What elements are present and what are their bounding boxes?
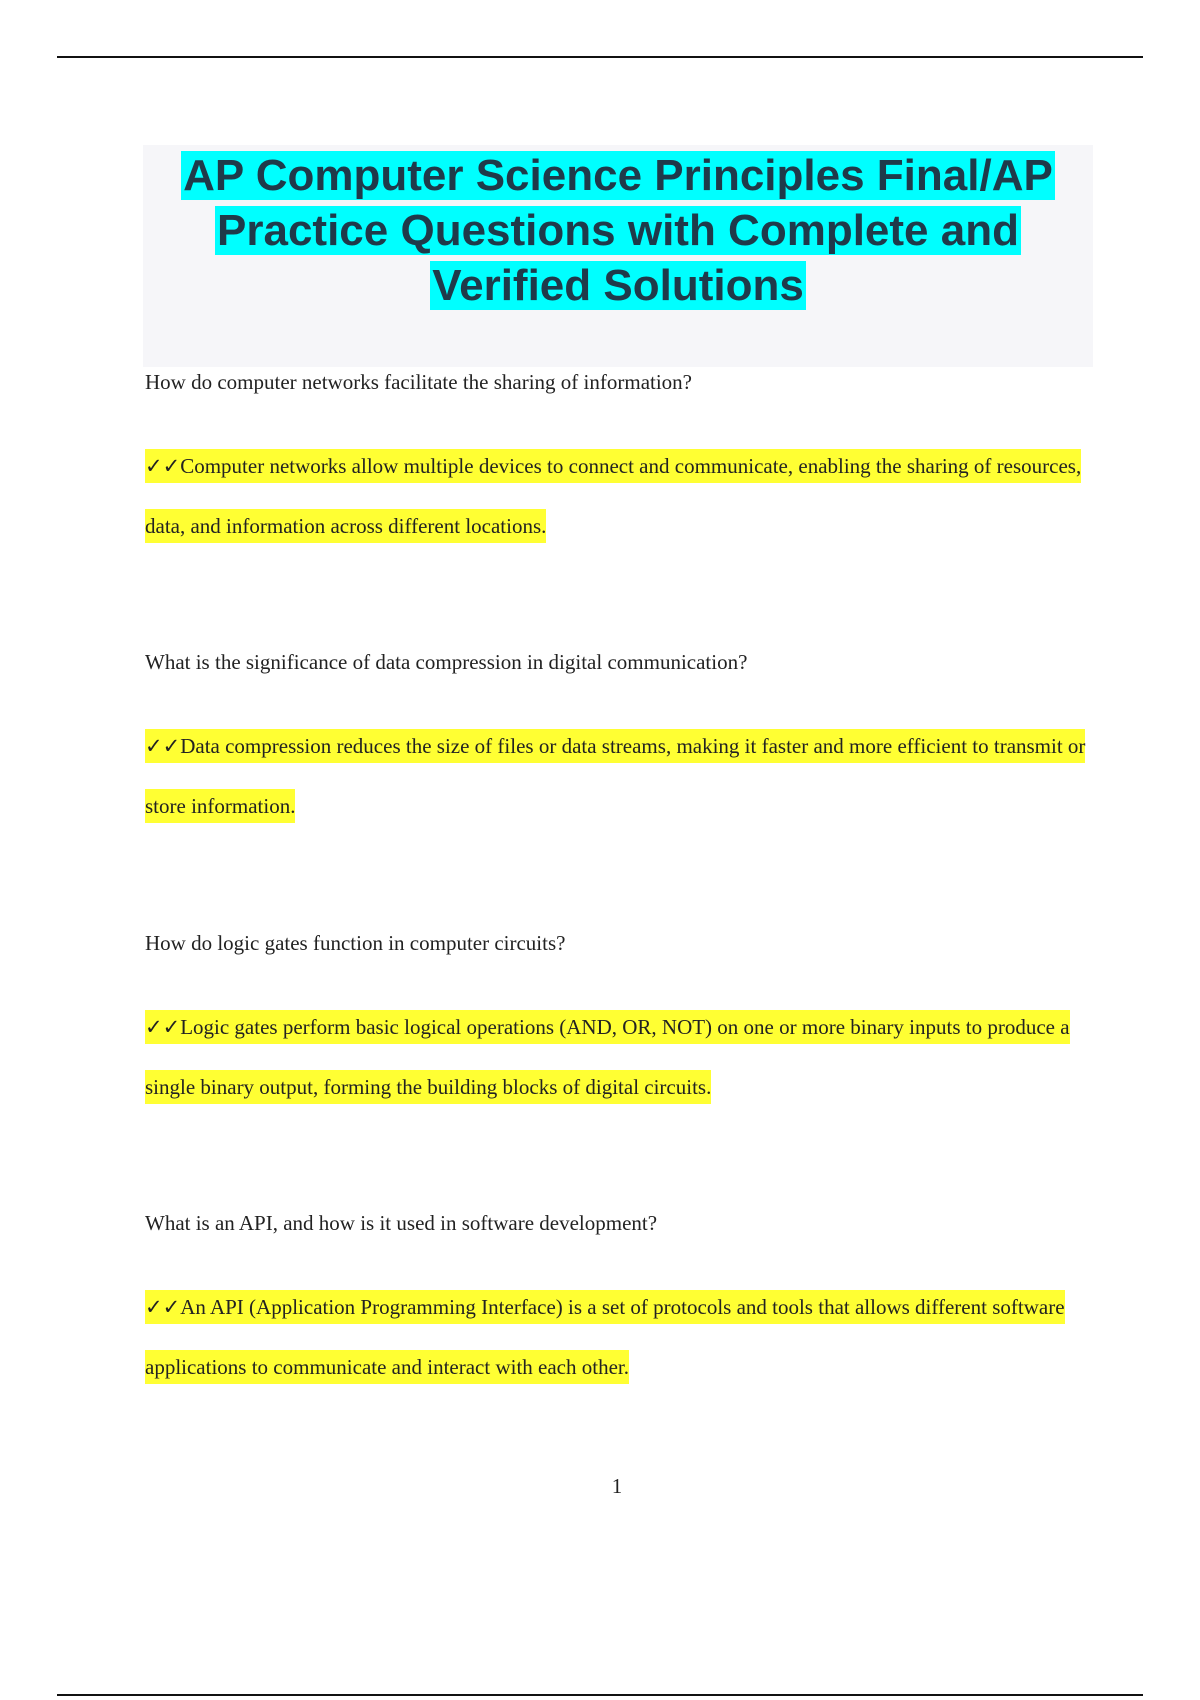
question-3: How do logic gates function in computer circuits? [145, 931, 566, 955]
answer-1-text: Computer networks allow multiple devices to connect and communicate, enabling the sharing of resources, data, and information across different locations. [145, 454, 1082, 538]
checkmark-icon: ✓✓ [145, 1015, 181, 1039]
footer-rule [57, 1694, 1143, 1696]
checkmark-icon: ✓✓ [145, 454, 181, 478]
document-title [143, 148, 1093, 313]
answer-1-highlight [145, 449, 1081, 543]
answer-2-text: Data compression reduces the size of files or data streams, making it faster and more efficient to transmit or store information. [145, 734, 1086, 818]
answer-3-text: Logic gates perform basic logical operations (AND, OR, NOT) on one or more binary inputs to produce a single binary output, forming the building blocks of digital circuits. [145, 1015, 1070, 1099]
checkmark-icon: ✓✓ [145, 1295, 181, 1319]
qa-item-1 [145, 368, 1095, 556]
document-title-text: AP Computer Science Principles Final/AP Practice Questions with Complete and Verified Solutions [183, 151, 1053, 310]
question-2: What is the significance of data compression in digital communication? [145, 650, 748, 674]
answer-2 [145, 716, 1095, 836]
answer-4-text: An API (Application Programming Interface) is a set of protocols and tools that allows different software applications to communicate and interact with each other. [145, 1295, 1065, 1379]
qa-item-2 [145, 648, 1095, 836]
answer-1 [145, 436, 1095, 556]
page-number: 1 [611, 1474, 623, 1498]
question-1: How do computer networks facilitate the sharing of information? [145, 370, 693, 394]
answer-4 [145, 1277, 1095, 1397]
answer-4-highlight [145, 1290, 1065, 1384]
answer-2-highlight [145, 729, 1085, 823]
answer-3 [145, 997, 1095, 1117]
qa-item-3 [145, 929, 1095, 1117]
header-rule [57, 56, 1143, 58]
answer-3-highlight [145, 1010, 1070, 1104]
question-4: What is an API, and how is it used in software development? [145, 1211, 658, 1235]
checkmark-icon: ✓✓ [145, 734, 181, 758]
qa-item-4 [145, 1209, 1095, 1397]
